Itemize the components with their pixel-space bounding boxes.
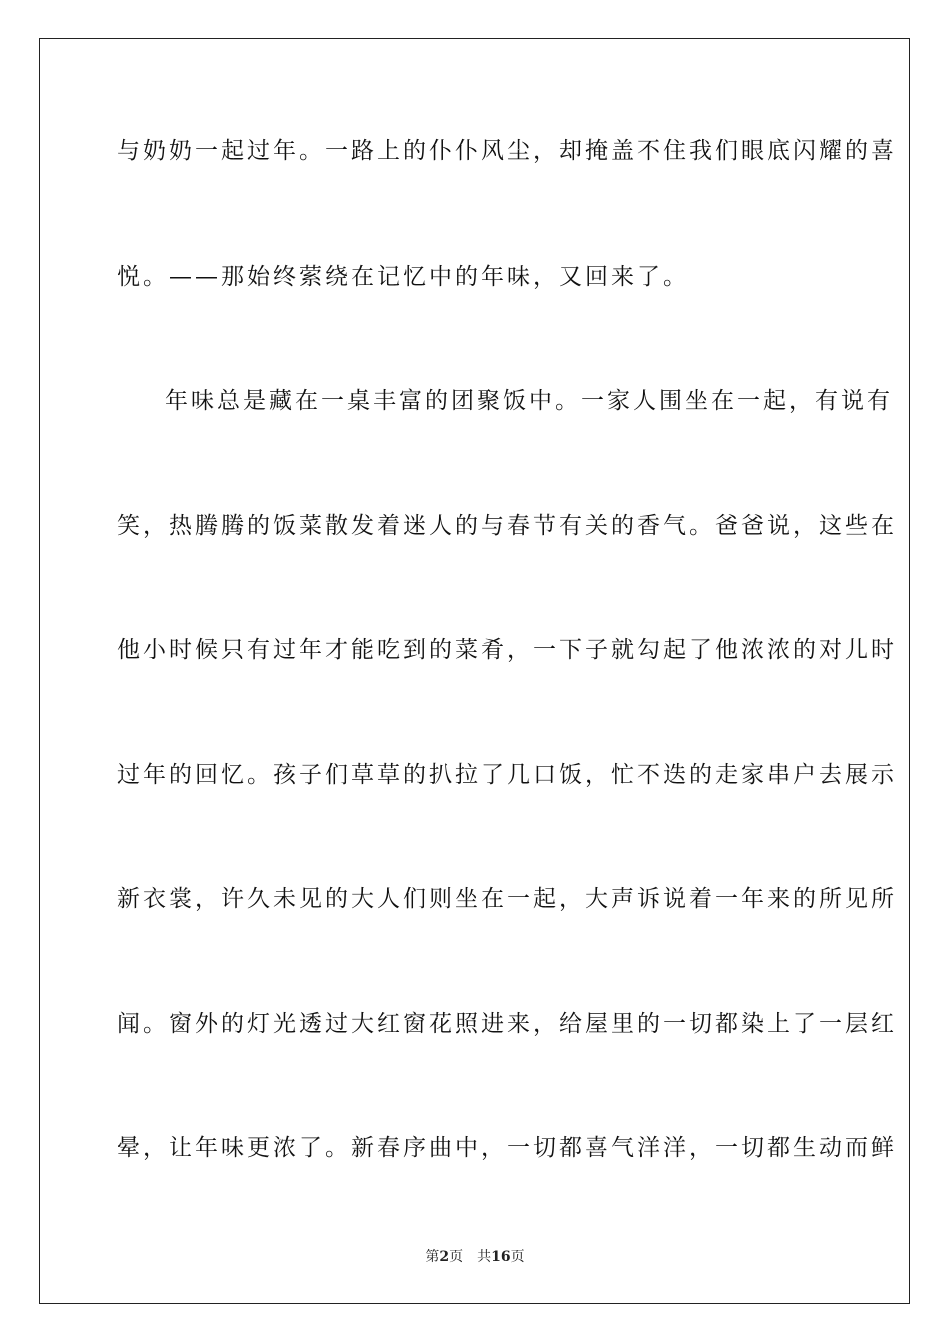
page-border: [39, 38, 910, 1304]
footer-total-pages: 16: [491, 1249, 511, 1265]
footer-total-prefix: 共: [477, 1249, 492, 1265]
footer-total-suffix: 页: [510, 1249, 525, 1265]
footer-page-suffix: 页: [449, 1249, 464, 1265]
paragraph-line-9: 晕，让年味更浓了。新春序曲中，一切都喜气洋洋，一切都生动而鲜: [117, 1135, 897, 1161]
paragraph-line-5: 他小时候只有过年才能吃到的菜肴，一下子就勾起了他浓浓的对儿时: [117, 637, 897, 663]
footer-page-number: 2: [439, 1249, 450, 1265]
paragraph-line-8: 闻。窗外的灯光透过大红窗花照进来，给屋里的一切都染上了一层红: [117, 1011, 897, 1037]
paragraph-line-4: 笑，热腾腾的饭菜散发着迷人的与春节有关的香气。爸爸说，这些在: [117, 513, 897, 539]
paragraph-line-3: 年味总是藏在一桌丰富的团聚饭中。一家人围坐在一起，有说有: [165, 388, 893, 414]
paragraph-line-1: 与奶奶一起过年。一路上的仆仆风尘，却掩盖不住我们眼底闪耀的喜: [117, 138, 897, 164]
paragraph-line-2: 悦。——那始终萦绕在记忆中的年味，又回来了。: [117, 264, 689, 290]
footer-page-prefix: 第: [425, 1249, 440, 1265]
paragraph-line-6: 过年的回忆。孩子们草草的扒拉了几口饭，忙不迭的走家串户去展示: [117, 762, 897, 788]
paragraph-line-7: 新衣裳，许久未见的大人们则坐在一起，大声诉说着一年来的所见所: [117, 886, 897, 912]
page-footer: [0, 1247, 950, 1267]
